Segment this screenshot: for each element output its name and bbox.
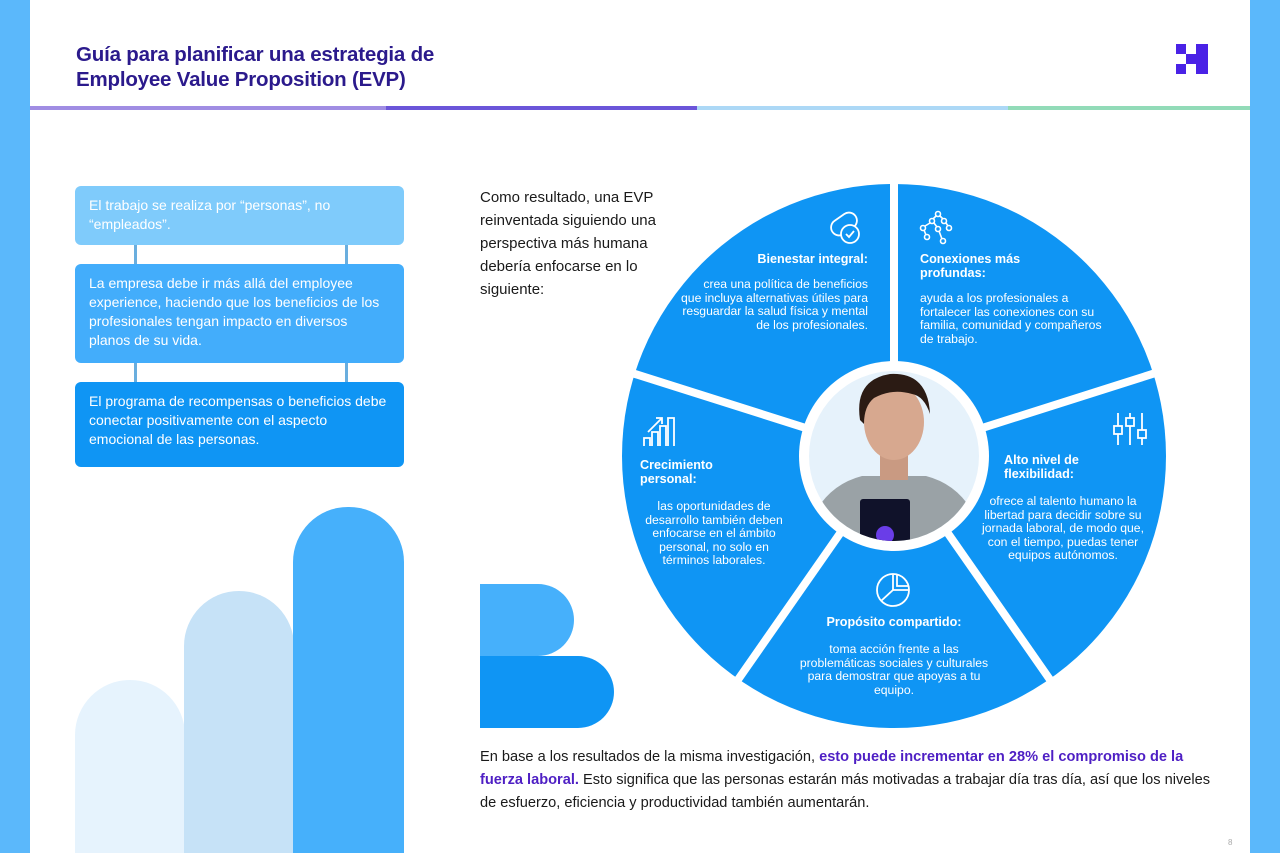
segment-title: Propósito compartido:: [826, 615, 962, 629]
pills-check-icon: [826, 210, 864, 246]
decor-bar-3: [293, 507, 404, 853]
page-title: [76, 42, 434, 92]
segment-text: crea una política de beneficios que incluya alternativas útiles para resguardar la salud física y mental de los profesionales.: [681, 277, 868, 332]
sliders-icon: [1112, 412, 1148, 446]
flow-connector: [134, 245, 137, 264]
segment-text: toma acción frente a las problemáticas sociales y culturales para demostrar que apoyas a tu equipo.: [799, 642, 989, 697]
decorative-b-shape: [480, 584, 614, 728]
network-nodes-icon: [918, 210, 954, 246]
wheel-segment-flexibilidad: [974, 453, 1152, 563]
decor-bar-2: [184, 591, 294, 853]
page-number: 8: [1228, 838, 1233, 847]
flow-connector: [345, 363, 348, 382]
flow-box-2-text: La empresa debe ir más allá del employee experience, haciendo que los beneficios de los profesionales tengan impacto en diversos planos de su vida.: [89, 275, 380, 348]
flow-box-2: [75, 264, 404, 363]
segment-text: ofrece al talento humano la libertad para decidir sobre su jornada laboral, de modo que, con el tiempo, puedas tener equipos autónomos.: [982, 494, 1144, 562]
intro-text: Como resultado, una EVP reinventada siguiendo una perspectiva más humana debería enfocarse en lo siguiente:: [480, 189, 656, 298]
pie-chart-icon: [875, 572, 911, 608]
conclusion-highlight: esto puede incrementar en 28% el compromiso de la fuerza laboral.: [480, 749, 1184, 788]
segment-title: Bienestar integral:: [757, 252, 868, 266]
header-rule-3: [697, 106, 1008, 110]
growth-bars-icon: [642, 412, 682, 448]
segment-text: ayuda a los profesionales a fortalecer las conexiones con su familia, comunidad y compañeros de trabajo.: [920, 291, 1102, 346]
wheel-segment-bienestar: [680, 252, 868, 332]
conclusion-text-end: Esto significa que las personas estarán más motivadas a trabajar día tras día, así que los niveles de esfuerzo, eficiencia y productividad también aumentarán.: [480, 772, 1211, 811]
decor-bar-1: [75, 680, 185, 853]
header-rule-4: [1008, 106, 1250, 110]
flow-box-1-text: El trabajo se realiza por “personas”, no “empleados”.: [89, 197, 331, 232]
flow-connector: [134, 363, 137, 382]
wheel-segment-proposito: [790, 615, 998, 697]
flow-box-3-text: El programa de recompensas o beneficios debe conectar positivamente con el aspecto emocional de las personas.: [89, 393, 387, 447]
segment-text: las oportunidades de desarrollo también deben enfocarse en el ámbito personal, no solo en términos laborales.: [645, 499, 783, 567]
flow-connector: [345, 245, 348, 264]
header-rule-2: [386, 106, 697, 110]
header-rule-1: [30, 106, 386, 110]
wheel-segment-crecimiento: [640, 458, 788, 568]
segment-title: Crecimiento personal:: [640, 458, 713, 486]
title-line-2: Employee Value Proposition (EVP): [76, 68, 406, 91]
conclusion-paragraph: [480, 746, 1220, 815]
segment-title: Alto nivel de flexibilidad:: [1004, 453, 1079, 481]
segment-title: Conexiones más profundas:: [920, 252, 1021, 280]
flow-box-1: [75, 186, 404, 245]
wheel-segment-conexiones: [920, 252, 1105, 346]
title-line-1: Guía para planificar una estrategia de: [76, 43, 435, 66]
document-page: [30, 0, 1250, 853]
brand-h-logo-icon: [1176, 44, 1208, 74]
conclusion-text-start: En base a los resultados de la misma investigación,: [480, 749, 820, 765]
flow-box-3: [75, 382, 404, 467]
